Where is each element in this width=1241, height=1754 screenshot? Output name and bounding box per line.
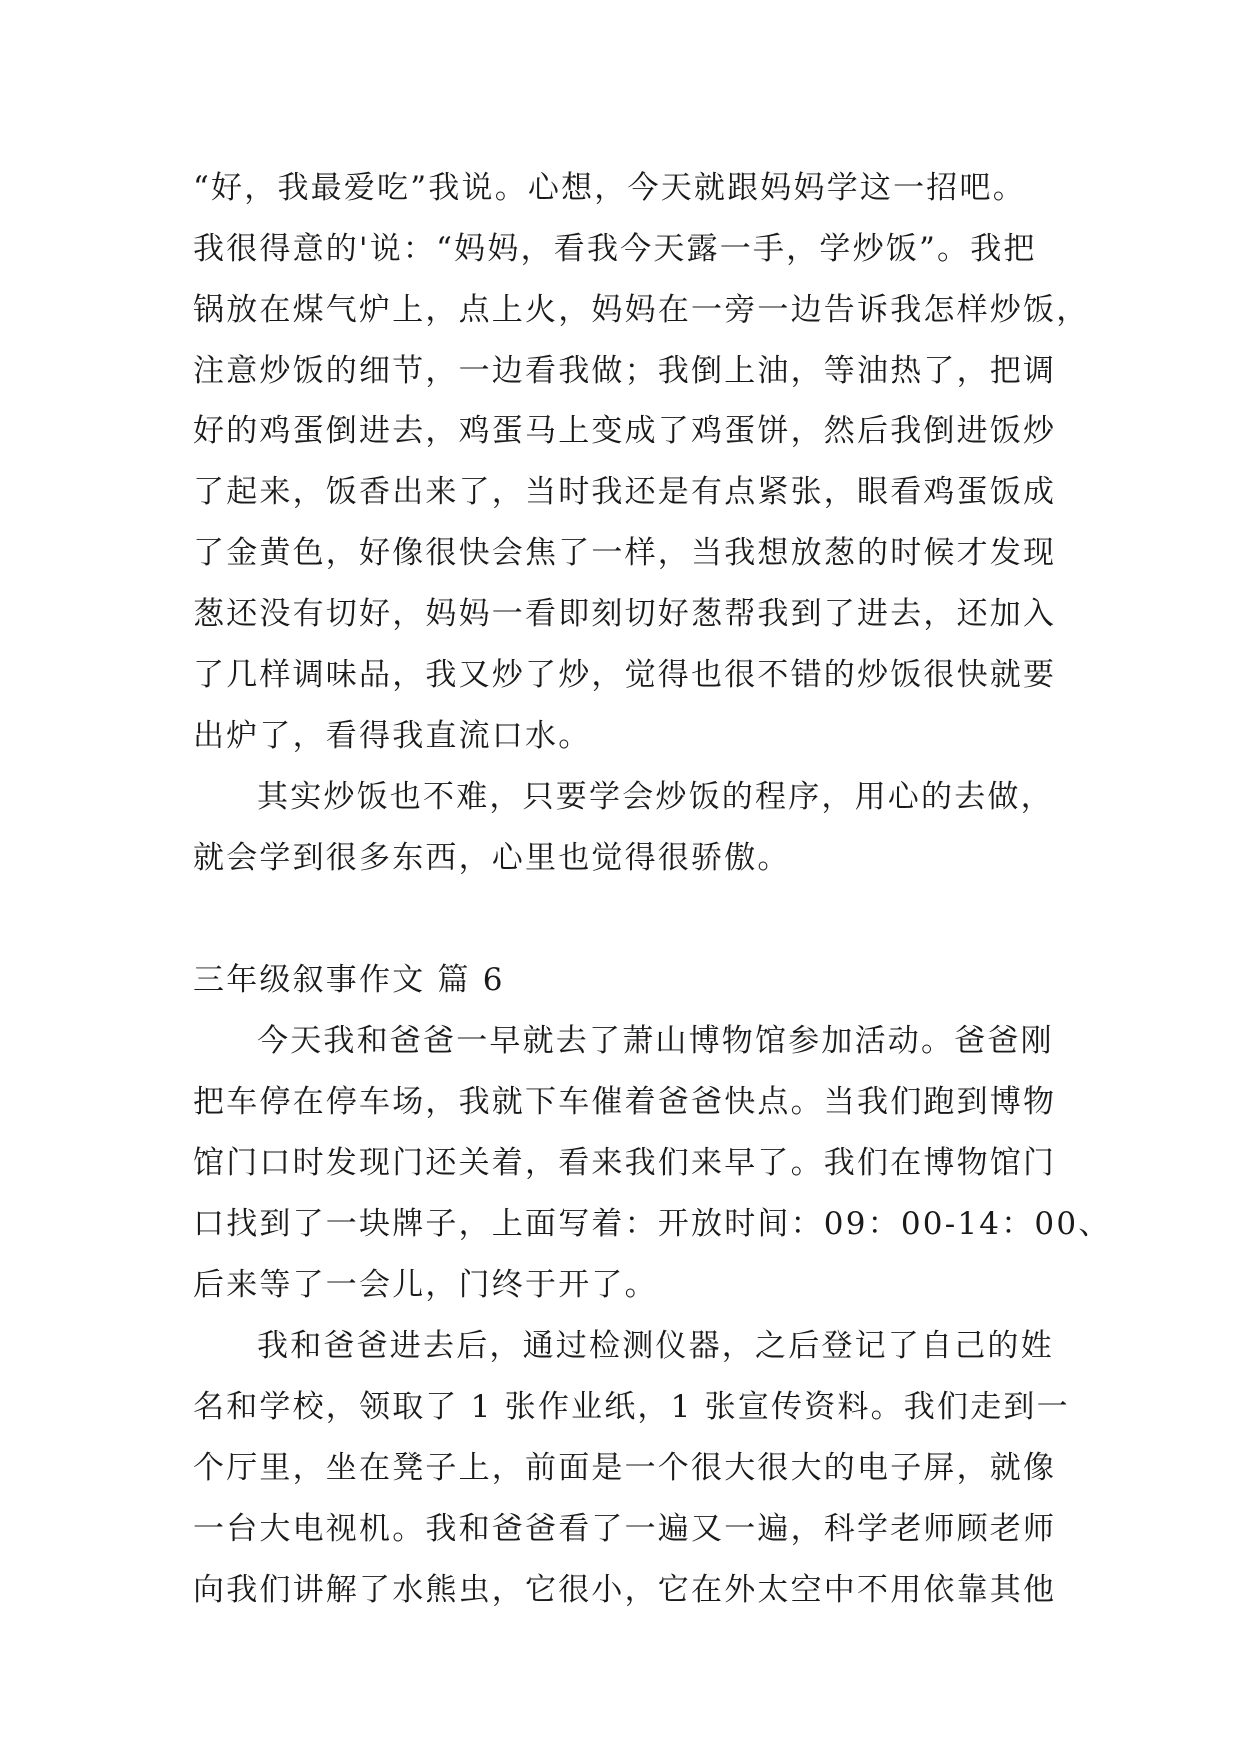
text-line: 好的鸡蛋倒进去，鸡蛋马上变成了鸡蛋饼，然后我倒进饭炒: [193, 413, 1057, 449]
text-line: 了几样调味品，我又炒了炒，觉得也很不错的炒饭很快就要: [193, 657, 1057, 693]
text-line: 向我们讲解了水熊虫，它很小，它在外太空中不用依靠其他: [193, 1572, 1057, 1608]
text-line: 了起来，饭香出来了，当时我还是有点紧张，眼看鸡蛋饭成: [193, 474, 1057, 510]
text-line: 注意炒饭的细节，一边看我做；我倒上油，等油热了，把调: [193, 353, 1057, 389]
text-line: “好，我最爱吃”我说。心想，今天就跟妈妈学这一招吧。: [193, 170, 1026, 206]
text-line: 把车停在停车场，我就下车催着爸爸快点。当我们跑到博物: [193, 1084, 1057, 1120]
paragraph-first-line: 其实炒饭也不难，只要学会炒饭的程序，用心的去做，: [257, 779, 1054, 815]
text-line: 名和学校，领取了 1 张作业纸，1 张宣传资料。我们走到一: [193, 1389, 1070, 1425]
text-line: 个厅里，坐在凳子上，前面是一个很大很大的电子屏，就像: [193, 1450, 1057, 1486]
section-heading: 三年级叙事作文 篇 6: [193, 962, 505, 998]
text-line: 我很得意的'说：“妈妈，看我今天露一手，学炒饭”。我把: [193, 231, 1037, 267]
paragraph-first-line: 今天我和爸爸一早就去了萧山博物馆参加活动。爸爸刚: [257, 1023, 1054, 1059]
text-line: 了金黄色，好像很快会焦了一样，当我想放葱的时候才发现: [193, 535, 1057, 571]
text-line: 葱还没有切好，妈妈一看即刻切好葱帮我到了进去，还加入: [193, 596, 1057, 632]
text-line: 口找到了一块牌子，上面写着：开放时间：09：00-14：00、: [193, 1206, 1112, 1242]
text-line: 馆门口时发现门还关着，看来我们来早了。我们在博物馆门: [193, 1145, 1057, 1181]
text-line: 后来等了一会儿，门终于开了。: [193, 1267, 658, 1303]
text-line: 一台大电视机。我和爸爸看了一遍又一遍，科学老师顾老师: [193, 1511, 1057, 1547]
paragraph-first-line: 我和爸爸进去后，通过检测仪器，之后登记了自己的姓: [257, 1328, 1054, 1364]
text-line: 出炉了，看得我直流口水。: [193, 718, 592, 754]
text-line: 就会学到很多东西，心里也觉得很骄傲。: [193, 840, 791, 876]
text-line: 锅放在煤气炉上，点上火，妈妈在一旁一边告诉我怎样炒饭，: [193, 292, 1090, 328]
